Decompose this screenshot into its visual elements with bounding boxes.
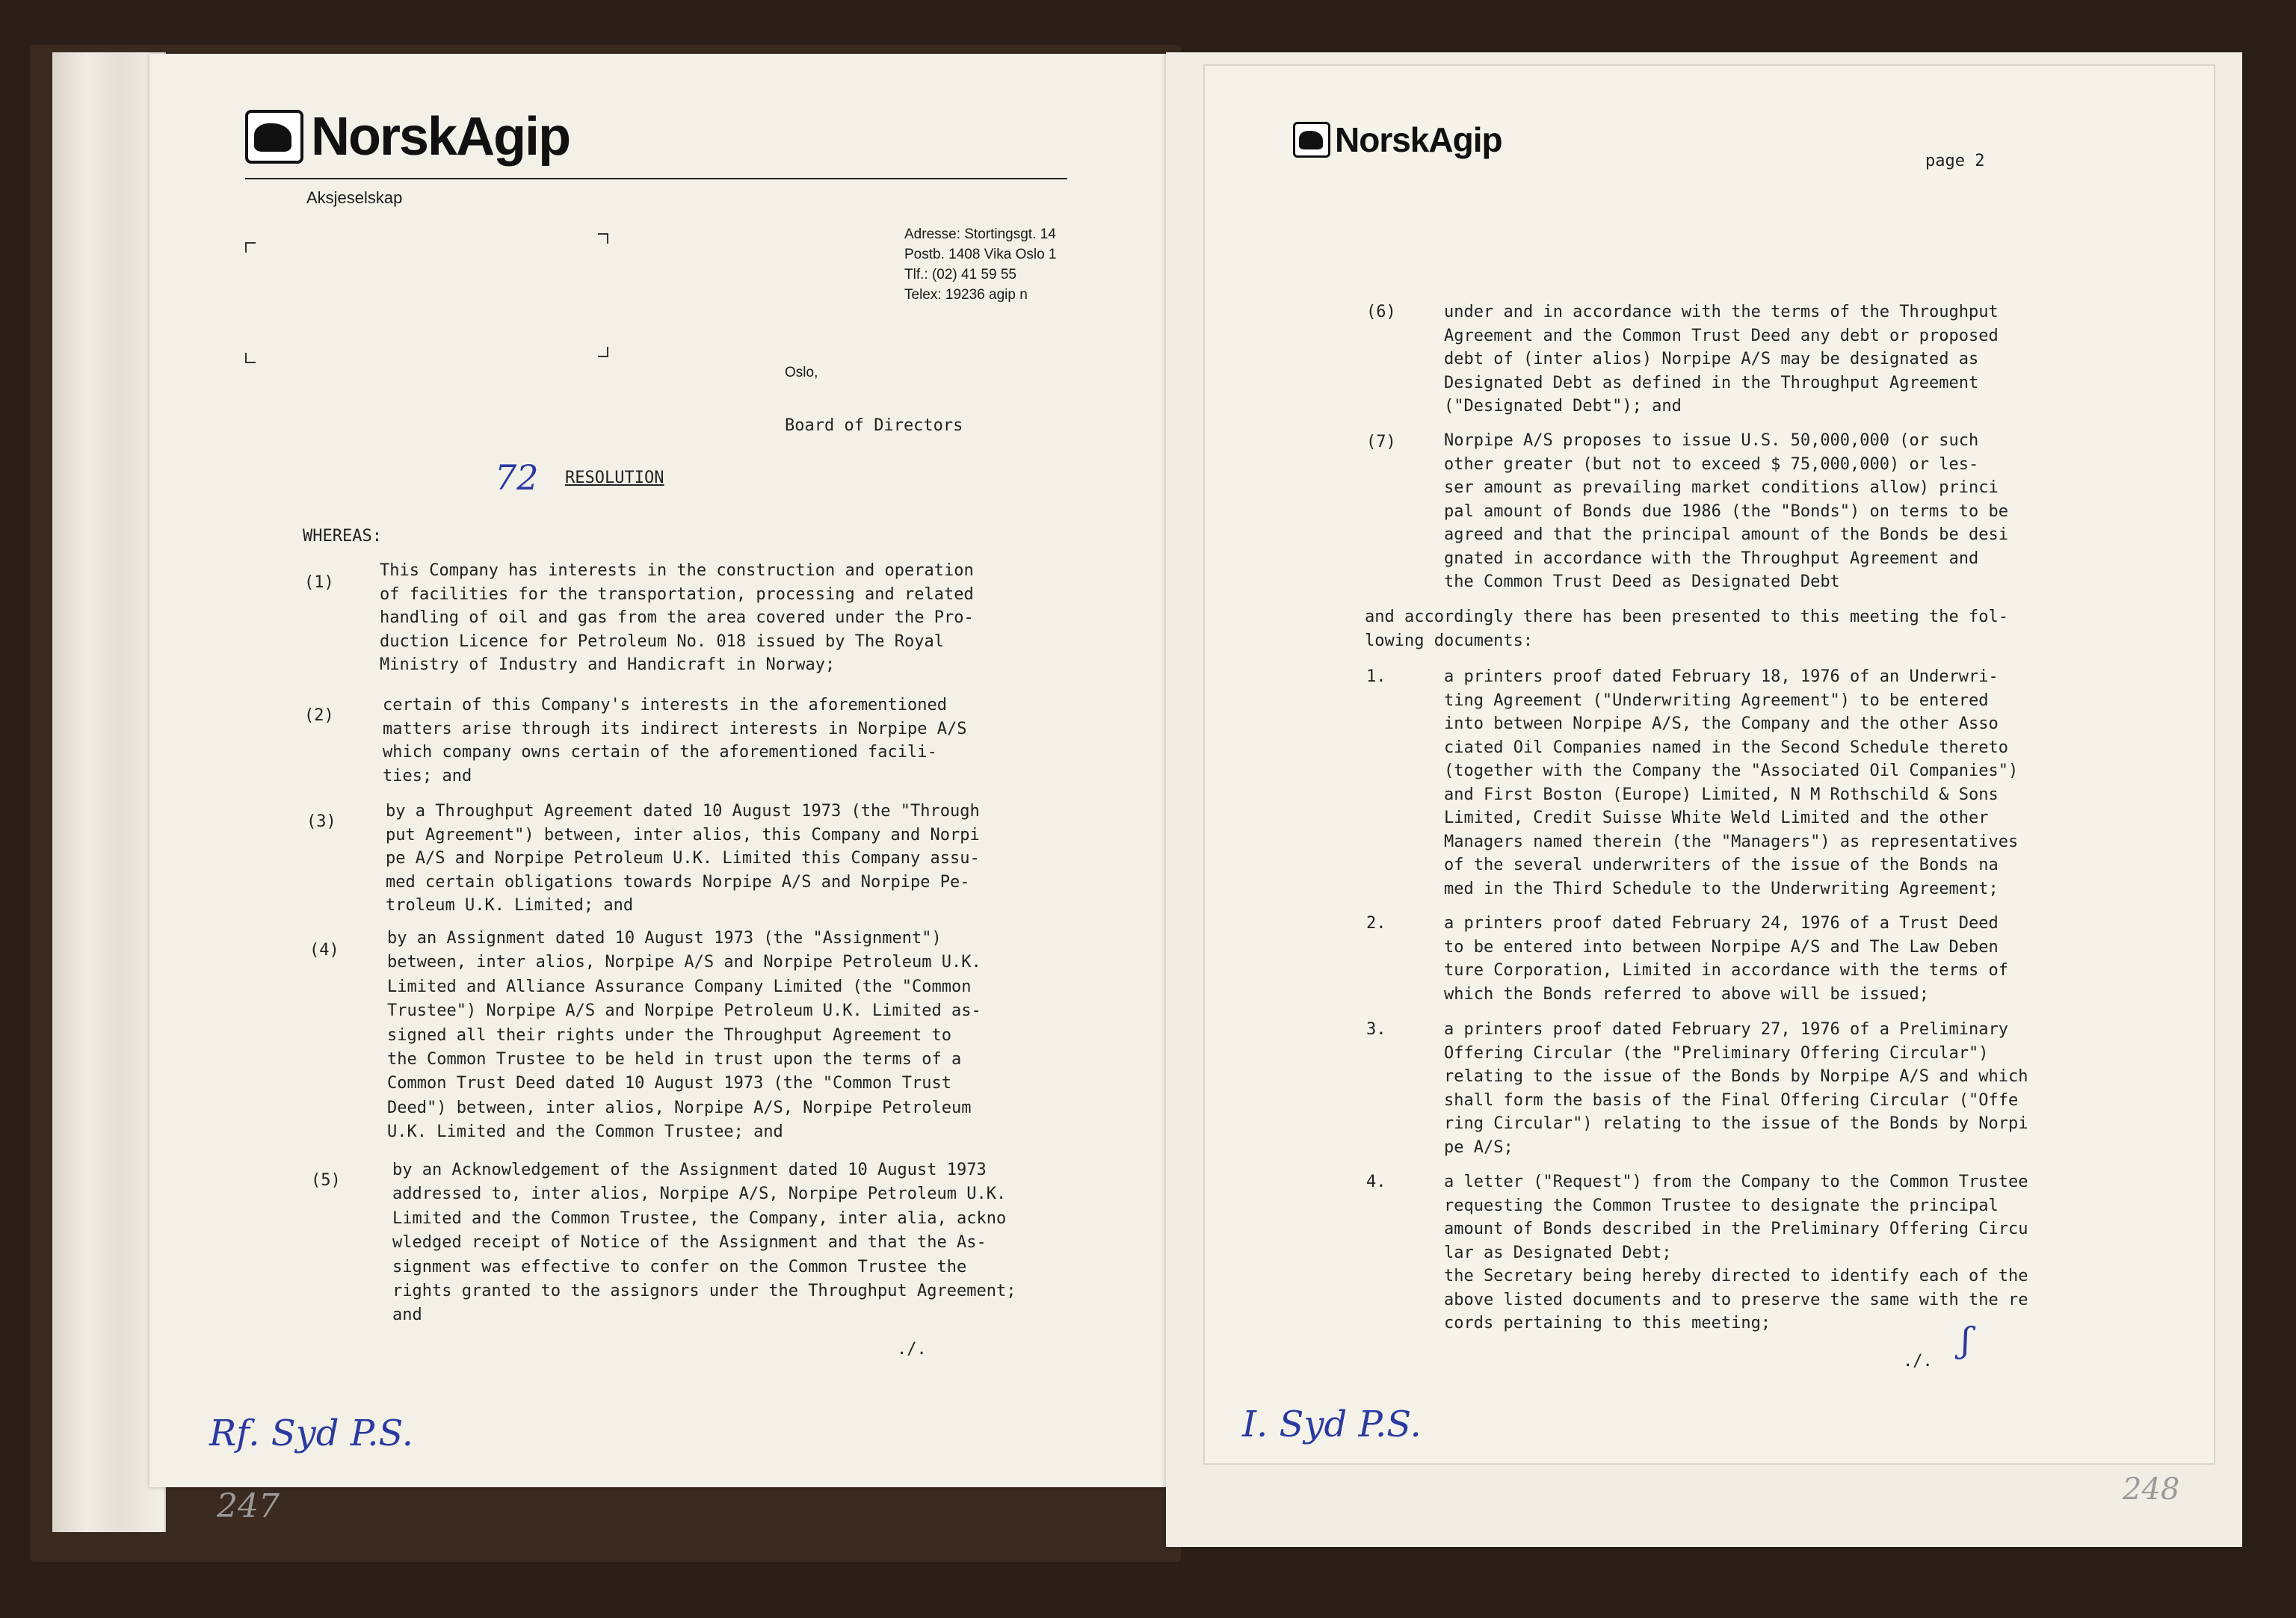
city-label: Oslo,	[785, 365, 818, 380]
item-number: (2)	[304, 706, 334, 725]
item-text: certain of this Company's interests in the aforementioned matters arise through its indirect interests in Norpipe A/S which company owns certain of the aforementioned facili- ties; and	[383, 696, 967, 785]
logo-wordmark: NorskAgip	[311, 107, 570, 167]
resolution-title: RESOLUTION	[565, 469, 664, 487]
address-block	[904, 224, 1057, 305]
item-number: (6)	[1366, 303, 1396, 321]
norskagip-logo	[1293, 120, 1502, 160]
page-number-pencil: 247	[217, 1487, 280, 1525]
doc-text: a printers proof dated February 27, 1976 of a Preliminary Offering Circular (the "Preliminary Offering Circular") relating to the issue of the Bonds by Norpipe A/S and which shall form the basis of the Final Offering Circular ("Offe ring Circular") relating to the issue of the Bonds by Norpi pe A/S;	[1444, 1020, 2028, 1157]
item-number: (3)	[306, 812, 336, 831]
resolution-heading	[565, 466, 664, 490]
continuation-mark: ./.	[897, 1340, 927, 1359]
address-line: Postb. 1408 Vika Oslo 1	[904, 247, 1057, 262]
company-form: Aksjeselskap	[306, 188, 403, 207]
six-legged-dog-icon	[245, 110, 303, 164]
handwritten-signatures: I. Syd P.S.	[1242, 1404, 1422, 1445]
doc-number: 1.	[1366, 667, 1386, 686]
item-text: Norpipe A/S proposes to issue U.S. 50,000,000 (or such other greater (but not to exceed $ 75,000,000) or les- ser amount as prevailing market conditions allow) princi pal amount of Bonds due 1986 (the "Bonds") on terms to be agreed and that the principal amount of the Bonds be desi gnated in accordance with the Throughput Agreement and the Common Trust Deed as Designated Debt	[1444, 431, 2008, 591]
item-text: by an Assignment dated 10 August 1973 (the "Assignment") between, inter alios, Norpipe A/S and Norpipe Petroleum U.K. Limited and Alliance Assurance Company Limited (the "Common Trustee") Norpipe A/S and Norpipe Petroleum U.K. Limited as- signed all their rights under the Throughput Agreement to the Common Trustee to be held in trust upon the terms of a Common Trust Deed dated 10 August 1973 (the "Common Trust Deed") between, inter alios, Norpipe A/S, Norpipe Petroleum U.K. Limited and the Common Trustee; and	[387, 929, 981, 1142]
address-corner-tr	[598, 233, 608, 244]
item-text: by an Acknowledgement of the Assignment dated 10 August 1973 addressed to, inter alios, Norpipe A/S, Norpipe Petroleum U.K. Limited and the Common Trustee, the Company, inter alia, ackno wledged receipt of Notice of the Assignment and that the As- signment was effective to confer on the Common Trustee the rights granted to the assignors under the Throughput Agreement; and	[392, 1161, 1016, 1325]
handwritten-paraph: ʃ	[1961, 1320, 1971, 1360]
board-label: Board of Directors	[785, 416, 963, 435]
doc-text: a printers proof dated February 24, 1976 of a Trust Deed to be entered into between Norpipe A/S and The Law Deben ture Corporation, Limited in accordance with the terms of which the Bonds referred to above will be issued;	[1444, 914, 2008, 1004]
right-sheet	[1203, 64, 2215, 1465]
whereas-label: WHEREAS:	[303, 527, 382, 546]
address-line: Adresse: Stortingsgt. 14	[904, 226, 1056, 242]
item-text: by a Throughput Agreement dated 10 August 1973 (the "Through put Agreement") between, inter alios, this Company and Norpi pe A/S and Norpipe Petroleum U.K. Limited this Company assu- med certain obligations towards Norpipe A/S and Norpipe Pe- troleum U.K. Limited; and	[386, 802, 980, 915]
item-number: (4)	[309, 941, 339, 960]
address-corner-bl	[245, 353, 256, 363]
address-corner-tl	[245, 242, 256, 253]
logo-wordmark: NorskAgip	[1335, 120, 1502, 159]
doc-number: 2.	[1366, 914, 1386, 933]
norskagip-logo	[245, 106, 570, 167]
handwritten-initials: 72	[495, 457, 539, 498]
doc-number: 4.	[1366, 1173, 1386, 1191]
handwritten-signatures: Rf. Syd P.S.	[209, 1412, 413, 1454]
address-line: Tlf.: (02) 41 59 55	[904, 267, 1016, 282]
item-number: (7)	[1366, 433, 1396, 451]
item-number: (1)	[304, 573, 334, 592]
address-corner-br	[598, 347, 608, 357]
continuation-mark: ./.	[1903, 1352, 1933, 1371]
item-text: under and in accordance with the terms of the Throughput Agreement and the Common Trust Deed any debt or proposed debt of (inter alios) Norpipe A/S may be designated as Designated Debt as defined in the Throughput Agreement ("Designated Debt"); and	[1444, 303, 1999, 416]
intro-text: and accordingly there has been presented to this meeting the fol- lowing documents:	[1365, 608, 2008, 650]
header-rule	[245, 178, 1067, 179]
page-number-pencil: 248	[2123, 1472, 2180, 1507]
item-text: This Company has interests in the construction and operation of facilities for the transportation, processing and related handling of oil and gas from the area covered under the Pro- duction Licence for Petroleum No. 018 issued by The Royal Ministry of Industry and Handicraft in Norway;	[380, 561, 974, 674]
doc-text: a letter ("Request") from the Company to the Common Trustee requesting the Common Trustee to designate the principal amount of Bonds described in the Preliminary Offering Circu lar as Designated Debt; the Secretary being hereby directed to identify each of the above listed documents and to preserve the same with the re cords pertaining to this meeting;	[1444, 1173, 2028, 1333]
doc-number: 3.	[1366, 1020, 1386, 1039]
six-legged-dog-icon	[1293, 122, 1330, 158]
doc-text: a printers proof dated February 18, 1976 of an Underwri- ting Agreement ("Underwriting Agreement") to be entered into between Norpipe A/S, the Company and the other Asso ciated Oil Companies named in the Second Schedule thereto (together with the Company the "Associated Oil Companies") and First Boston (Europe) Limited, N M Rothschild & Sons Limited, Credit Suisse White Weld Limited and the other Managers named therein (the "Managers") as representatives of the several underwriters of the issue of the Bonds na med in the Third Schedule to the Underwriting Agreement;	[1444, 667, 2019, 898]
item-number: (5)	[311, 1171, 341, 1190]
address-line: Telex: 19236 agip n	[904, 287, 1028, 303]
left-page	[149, 54, 1173, 1487]
page-label: page 2	[1925, 152, 1985, 170]
